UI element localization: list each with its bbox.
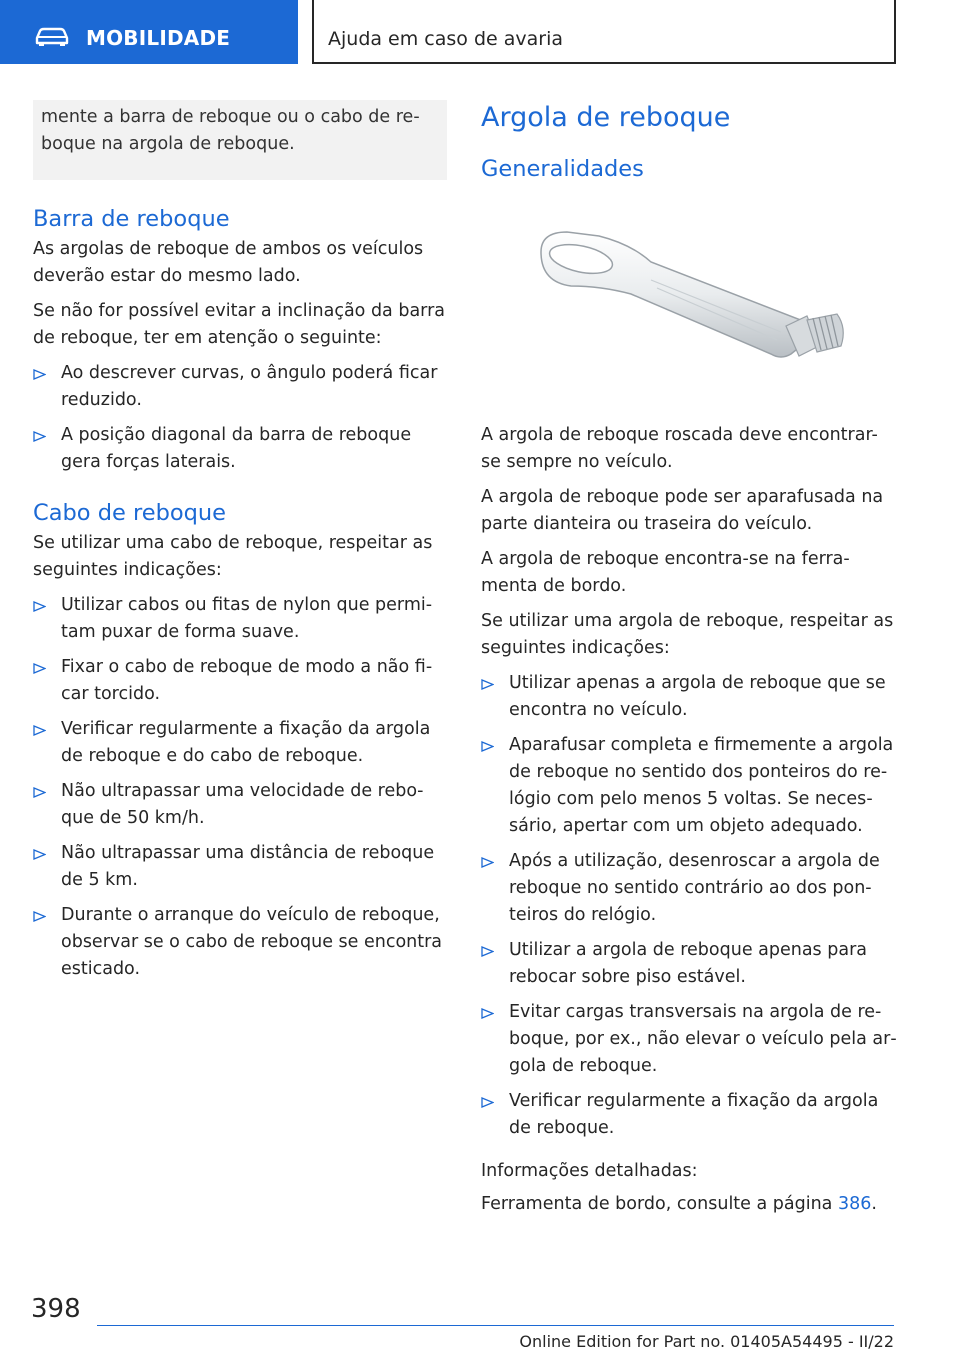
eye-p4: Se utilizar uma argola de reboque, respeitar as seguintes indicações: xyxy=(481,611,894,658)
triangle-bullet-icon xyxy=(33,431,46,442)
list-item: A posição diagonal da barra de reboque gera forças laterais. xyxy=(33,422,447,476)
section-title: Argola de reboque xyxy=(481,102,731,133)
towrope-list xyxy=(33,592,447,983)
list-item: Não ultrapassar uma distância de reboque de 5 km. xyxy=(33,840,447,894)
list-item: Utilizar cabos ou fitas de nylon que permitam puxar de forma suave. xyxy=(33,592,447,646)
list-item: Utilizar a argola de reboque apenas para rebocar sobre piso estável. xyxy=(481,937,897,991)
list-item: Utilizar apenas a argola de reboque que se encontra no veículo. xyxy=(481,670,897,724)
section-subtitle: Generalidades xyxy=(481,156,644,182)
section-tab[interactable] xyxy=(0,0,298,64)
list-item: Evitar cargas transversais na argola de reboque, por ex., não elevar o veículo pela argola de reboque. xyxy=(481,999,897,1080)
triangle-bullet-icon xyxy=(33,369,46,380)
page-number: 398 xyxy=(31,1294,81,1324)
towrope-heading: Cabo de reboque xyxy=(33,500,227,526)
triangle-bullet-icon xyxy=(33,663,46,674)
triangle-bullet-icon xyxy=(481,946,494,957)
triangle-bullet-icon xyxy=(481,1097,494,1108)
eye-p2: A argola de reboque pode ser aparafusada na parte dianteira ou traseira do veículo. xyxy=(481,487,884,534)
left-column xyxy=(33,100,447,983)
tool-reference: Ferramenta de bordo, consulte a página 386. xyxy=(481,1194,877,1214)
page-reference-link[interactable]: 386 xyxy=(837,1194,872,1214)
triangle-bullet-icon xyxy=(481,679,494,690)
list-item: Após a utilização, desenroscar a argola de reboque no sentido contrário ao dos ponteiros do relógio. xyxy=(481,848,897,929)
right-column xyxy=(481,100,897,1218)
towbar-list xyxy=(33,360,447,476)
note-text: mente a barra de reboque ou o cabo de reboque na argola de reboque. xyxy=(41,107,420,154)
list-item: Aparafusar completa e firmemente a argola de reboque no sentido dos ponteiros do relógio com pelo menos 5 voltas. Se necessário, apertar com um objeto adequado. xyxy=(481,732,897,840)
list-item: Ao descrever curvas, o ângulo poderá ficar reduzido. xyxy=(33,360,447,414)
edition-note: Online Edition for Part no. 01405A54495 - II/22 xyxy=(519,1332,894,1351)
towrope-p1: Se utilizar uma cabo de reboque, respeitar as seguintes indicações: xyxy=(33,533,433,580)
triangle-bullet-icon xyxy=(481,857,494,868)
tow-eye-illustration xyxy=(481,214,897,414)
footer-divider xyxy=(97,1325,894,1326)
info-label: Informações detalhadas: xyxy=(481,1161,698,1181)
section-label: MOBILIDADE xyxy=(86,26,231,50)
list-item: Verificar regularmente a fixação da argola de reboque. xyxy=(481,1088,897,1142)
triangle-bullet-icon xyxy=(33,601,46,612)
triangle-bullet-icon xyxy=(481,1008,494,1019)
towbar-p2: Se não for possível evitar a inclinação da barra de reboque, ter em atenção o seguinte: xyxy=(33,301,445,348)
triangle-bullet-icon xyxy=(33,725,46,736)
chapter-header xyxy=(312,0,896,64)
eye-list xyxy=(481,670,897,1142)
triangle-bullet-icon xyxy=(481,741,494,752)
car-icon xyxy=(34,26,70,46)
towbar-p1: As argolas de reboque de ambos os veículos deverão estar do mesmo lado. xyxy=(33,239,424,286)
chapter-title: Ajuda em caso de avaria xyxy=(328,28,564,50)
list-item: Fixar o cabo de reboque de modo a não ficar torcido. xyxy=(33,654,447,708)
towbar-heading: Barra de reboque xyxy=(33,206,230,232)
list-item: Não ultrapassar uma velocidade de reboque de 50 km/h. xyxy=(33,778,447,832)
note-box xyxy=(33,100,447,180)
list-item: Durante o arranque do veículo de reboque, observar se o cabo de reboque se encontra esticado. xyxy=(33,902,447,983)
list-item: Verificar regularmente a fixação da argola de reboque e do cabo de reboque. xyxy=(33,716,447,770)
triangle-bullet-icon xyxy=(33,911,46,922)
eye-p1: A argola de reboque roscada deve encontrar-se sempre no veículo. xyxy=(481,425,878,472)
eye-p3: A argola de reboque encontra-se na ferramenta de bordo. xyxy=(481,549,850,596)
triangle-bullet-icon xyxy=(33,787,46,798)
tow-eye-image xyxy=(481,214,897,414)
triangle-bullet-icon xyxy=(33,849,46,860)
